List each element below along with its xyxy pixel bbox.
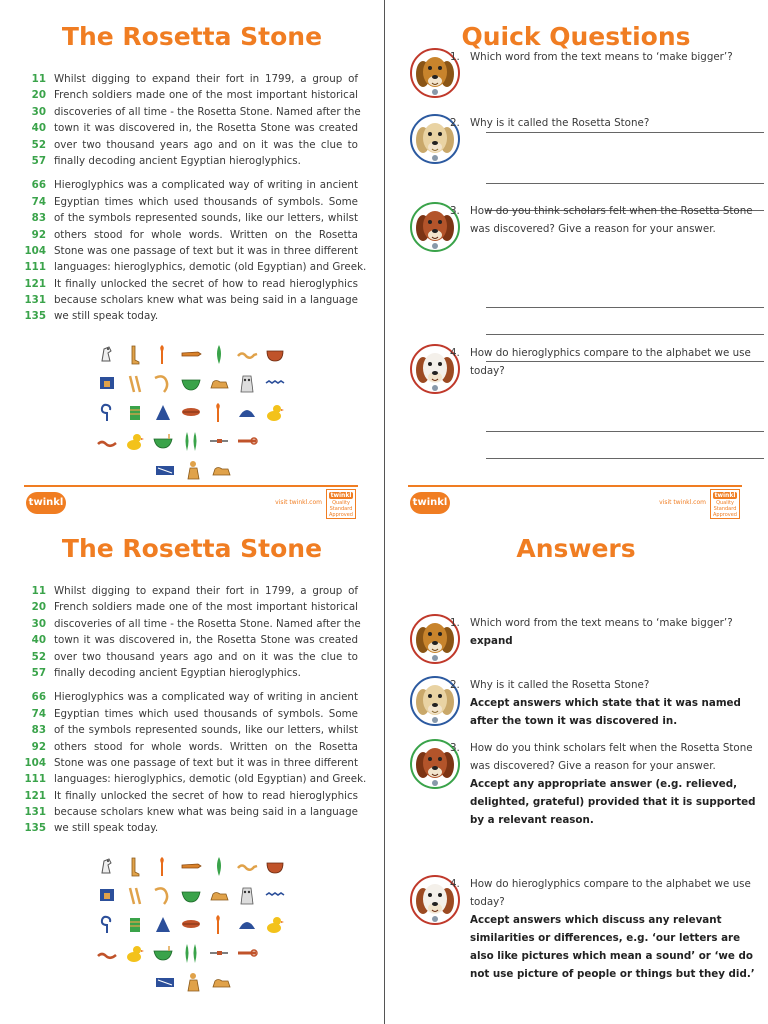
line-number: 111	[24, 261, 46, 274]
passage-line	[24, 308, 358, 324]
hieroglyph-row	[96, 343, 296, 372]
line-text: Whilst digging to expand their fort in 1799, a group of	[54, 73, 358, 85]
owl-icon	[236, 372, 258, 394]
line-number: 131	[24, 806, 46, 819]
footer-rule	[408, 485, 742, 487]
line-text: discoveries of all time - the Rosetta Stone. Named after the	[54, 617, 361, 630]
line-number: 135	[24, 822, 46, 835]
lion-icon	[210, 459, 232, 481]
line-text: Egyptian times which used thousands of symbols. Some	[54, 195, 358, 208]
hieroglyph-row	[96, 913, 296, 942]
answer-question-text	[450, 676, 760, 730]
hieroglyph-grid	[96, 855, 296, 1000]
passage-line	[24, 153, 358, 169]
badge-title: twinkl	[330, 492, 352, 499]
hill-icon	[152, 401, 174, 423]
line-text: Stone was one passage of text but it was in three different	[54, 244, 358, 257]
reed-leg-icon	[124, 343, 146, 365]
double-reed-icon	[124, 372, 146, 394]
line-number: 52	[31, 138, 46, 151]
question-label: How do you think scholars felt when the Rosetta Stone was discovered? Give a reason for your answer.	[470, 205, 753, 235]
reed-icon	[152, 855, 174, 877]
hieroglyph-row	[96, 942, 296, 971]
forearm-icon	[180, 343, 202, 365]
passage-line	[24, 689, 358, 705]
line-number: 92	[31, 228, 46, 241]
question-text	[450, 48, 760, 66]
answer-line[interactable]	[486, 334, 764, 335]
passage-line	[24, 276, 358, 292]
reed-icon	[208, 401, 230, 423]
question-text	[450, 202, 760, 238]
passage-line	[24, 755, 358, 771]
bowl-icon	[180, 884, 202, 906]
seated-man-icon	[182, 459, 204, 481]
line-text: we still speak today.	[54, 310, 159, 323]
line-text: of the symbols represented sounds, like our letters, whilst	[54, 212, 358, 225]
answer-question-text	[450, 739, 760, 829]
mouth-icon	[180, 401, 202, 423]
horned-viper-icon	[96, 942, 118, 964]
chick-icon	[124, 430, 146, 452]
passage-line	[24, 177, 358, 193]
hieroglyph-row	[96, 855, 296, 884]
rope-knot-icon	[236, 430, 258, 452]
line-text: finally decoding ancient Egyptian hieroglyphics.	[54, 666, 301, 679]
water-icon	[264, 884, 286, 906]
forearm-icon	[180, 855, 202, 877]
line-text: over two thousand years ago and on it was the clue to	[54, 138, 358, 151]
cobra-icon	[236, 855, 258, 877]
line-text: finally decoding ancient Egyptian hieroglyphics.	[54, 154, 301, 167]
owl-icon	[236, 884, 258, 906]
line-number: 135	[24, 310, 46, 323]
line-text: because scholars knew what was being said in a language	[54, 806, 358, 819]
question-text	[450, 114, 760, 132]
lion-icon	[210, 971, 232, 993]
question-label: How do hieroglyphics compare to the alphabet we use today?	[470, 347, 751, 377]
bread-icon	[236, 401, 258, 423]
double-reed-icon	[124, 884, 146, 906]
line-text: town it was discovered in, the Rosetta Stone was created	[54, 634, 358, 647]
passage-line	[24, 227, 358, 243]
seated-man-icon	[182, 971, 204, 993]
question-text	[450, 344, 760, 380]
line-text: Whilst digging to expand their fort in 1799, a group of	[54, 585, 358, 597]
answer-question-text	[450, 875, 760, 983]
cord-icon	[96, 401, 118, 423]
passage-line	[24, 259, 367, 275]
footer-rule	[24, 485, 358, 487]
double-plant-icon	[180, 942, 202, 964]
line-number: 57	[31, 154, 46, 167]
horned-viper-icon	[96, 430, 118, 452]
passage-line	[24, 739, 358, 755]
basket-handle-icon	[152, 942, 174, 964]
line-text: languages: hieroglyphics, demotic (old Egyptian) and Greek.	[54, 261, 367, 274]
line-text: over two thousand years ago and on it was the clue to	[54, 650, 358, 663]
passage-line	[24, 616, 361, 632]
basket-icon	[264, 855, 286, 877]
passage-line	[24, 104, 361, 120]
reed-icon	[152, 343, 174, 365]
chick-icon	[264, 401, 286, 423]
question-number: 4.	[450, 347, 460, 359]
passage-line	[24, 137, 358, 153]
questions-title: Quick Questions	[461, 22, 691, 51]
plant-icon	[208, 343, 230, 365]
vulture-icon	[96, 855, 118, 877]
line-text: It finally unlocked the secret of how to read hieroglyphics	[54, 277, 358, 290]
question-label: How do you think scholars felt when the Rosetta Stone was discovered? Give a reason for your answer.	[470, 742, 753, 772]
line-text: town it was discovered in, the Rosetta Stone was created	[54, 122, 358, 135]
answer-question-text	[450, 614, 760, 650]
line-number: 20	[31, 89, 46, 102]
passage-line	[24, 649, 358, 665]
lion-icon	[208, 884, 230, 906]
badge-text: Quality Standard Approved	[713, 500, 737, 518]
visit-link[interactable]: visit twinkl.com	[659, 499, 706, 506]
passage-title: The Rosetta Stone	[61, 534, 323, 563]
line-number: 11	[31, 585, 46, 597]
line-text: because scholars knew what was being said in a language	[54, 294, 358, 307]
lion-icon	[208, 372, 230, 394]
hieroglyph-row	[96, 884, 296, 913]
questions-panel	[384, 0, 768, 518]
rope-knot-icon	[236, 942, 258, 964]
cobra-icon	[236, 343, 258, 365]
passage-line	[24, 194, 358, 210]
square-icon	[96, 884, 118, 906]
question-label: How do hieroglyphics compare to the alphabet we use today?	[470, 878, 751, 908]
cord-icon	[96, 913, 118, 935]
question-label: Which word from the text means to ‘make bigger’?	[470, 617, 733, 629]
answer-line[interactable]	[486, 132, 764, 133]
box-icon	[154, 459, 176, 481]
bolt-icon	[208, 430, 230, 452]
rope-icon	[152, 372, 174, 394]
line-number: 40	[31, 634, 46, 647]
passage-line	[24, 788, 358, 804]
passage-title: The Rosetta Stone	[61, 22, 323, 51]
passage-line	[24, 599, 358, 615]
passage-text	[24, 583, 367, 845]
answers-title: Answers	[516, 534, 636, 563]
box-icon	[154, 971, 176, 993]
answer-text: expand	[470, 635, 513, 647]
answer-line[interactable]	[486, 458, 764, 459]
line-number: 121	[24, 789, 46, 802]
badge-text: Quality Standard Approved	[329, 500, 353, 518]
passage-panel-bottom	[0, 512, 384, 1024]
mouth-icon	[180, 913, 202, 935]
line-number: 20	[31, 601, 46, 614]
passage-line	[24, 632, 358, 648]
line-text: Stone was one passage of text but it was in three different	[54, 756, 358, 769]
question-number: 2.	[450, 679, 460, 691]
hieroglyph-row	[96, 372, 296, 401]
passage-paragraph	[24, 583, 361, 681]
line-text: Egyptian times which used thousands of symbols. Some	[54, 707, 358, 720]
answer-text: Accept answers which discuss any relevant similarities or differences, e.g. ‘our letters are also like pictures which mean a sound’ or ‘we do not use picture of people or things but they did.’	[470, 914, 755, 980]
line-text: we still speak today.	[54, 822, 159, 835]
double-plant-icon	[180, 430, 202, 452]
answer-line[interactable]	[486, 183, 764, 184]
line-number: 74	[31, 195, 46, 208]
question-number: 3.	[450, 742, 460, 754]
hieroglyph-grid	[96, 343, 296, 488]
hill-icon	[152, 913, 174, 935]
passage-line	[24, 665, 358, 681]
line-number: 104	[24, 244, 46, 257]
answer-text: Accept answers which state that it was named after the town it was discovered in.	[470, 697, 741, 727]
passage-line	[24, 820, 358, 836]
passage-line	[24, 243, 358, 259]
passage-line	[24, 71, 358, 87]
line-number: 121	[24, 277, 46, 290]
bolt-icon	[208, 942, 230, 964]
passage-line	[24, 804, 358, 820]
water-icon	[264, 372, 286, 394]
question-label: Why is it called the Rosetta Stone?	[470, 117, 650, 129]
question-label: Why is it called the Rosetta Stone?	[470, 679, 650, 691]
hieroglyph-row	[96, 971, 296, 1000]
line-text: French soldiers made one of the most important historical	[54, 89, 358, 102]
badge-title: twinkl	[714, 492, 736, 499]
passage-line	[24, 722, 358, 738]
passage-text	[24, 71, 367, 333]
line-number: 83	[31, 212, 46, 225]
reed-leg-icon	[124, 855, 146, 877]
line-text: of the symbols represented sounds, like our letters, whilst	[54, 724, 358, 737]
question-number: 1.	[450, 51, 460, 63]
passage-paragraph	[24, 689, 367, 837]
question-number: 1.	[450, 617, 460, 629]
line-text: languages: hieroglyphics, demotic (old Egyptian) and Greek.	[54, 773, 367, 786]
line-text: It finally unlocked the secret of how to read hieroglyphics	[54, 789, 358, 802]
passage-line	[24, 706, 358, 722]
hieroglyph-row	[96, 401, 296, 430]
passage-line	[24, 87, 358, 103]
passage-line	[24, 583, 358, 599]
line-number: 40	[31, 122, 46, 135]
line-number: 111	[24, 773, 46, 786]
passage-line	[24, 120, 358, 136]
line-text: discoveries of all time - the Rosetta Stone. Named after the	[54, 105, 361, 118]
hieroglyph-row	[96, 430, 296, 459]
question-number: 4.	[450, 878, 460, 890]
twinkl-logo[interactable]: twinkl	[410, 492, 450, 514]
line-number: 30	[31, 617, 46, 630]
chick-icon	[264, 913, 286, 935]
line-number: 92	[31, 740, 46, 753]
vulture-icon	[96, 343, 118, 365]
answer-line[interactable]	[486, 307, 764, 308]
question-number: 2.	[450, 117, 460, 129]
line-number: 104	[24, 756, 46, 769]
line-number: 83	[31, 724, 46, 737]
line-number: 66	[31, 179, 46, 192]
line-number: 74	[31, 707, 46, 720]
answer-line[interactable]	[486, 431, 764, 432]
plant-icon	[208, 855, 230, 877]
passage-line	[24, 771, 367, 787]
question-number: 3.	[450, 205, 460, 217]
line-number: 131	[24, 294, 46, 307]
line-text: Hieroglyphics was a complicated way of writing in ancient	[54, 691, 358, 704]
line-number: 52	[31, 650, 46, 663]
passage-line	[24, 210, 358, 226]
chick-icon	[124, 942, 146, 964]
passage-line	[24, 292, 358, 308]
answers-panel	[384, 512, 768, 1024]
line-number: 11	[31, 73, 46, 85]
stool-icon	[124, 401, 146, 423]
visit-link[interactable]: visit twinkl.com	[275, 499, 322, 506]
stool-icon	[124, 913, 146, 935]
bread-icon	[236, 913, 258, 935]
line-number: 30	[31, 105, 46, 118]
hieroglyph-row	[96, 459, 296, 488]
passage-panel-top	[0, 0, 384, 518]
square-icon	[96, 372, 118, 394]
question-label: Which word from the text means to ‘make bigger’?	[470, 51, 733, 63]
passage-paragraph	[24, 71, 361, 169]
bowl-icon	[180, 372, 202, 394]
line-text: Hieroglyphics was a complicated way of writing in ancient	[54, 179, 358, 192]
line-text: others stood for whole words. Written on the Rosetta	[54, 740, 358, 753]
reed-icon	[208, 913, 230, 935]
line-text: French soldiers made one of the most important historical	[54, 601, 358, 614]
passage-paragraph	[24, 177, 367, 325]
line-number: 57	[31, 666, 46, 679]
twinkl-logo[interactable]: twinkl	[26, 492, 66, 514]
basket-icon	[264, 343, 286, 365]
rope-icon	[152, 884, 174, 906]
line-number: 66	[31, 691, 46, 704]
basket-handle-icon	[152, 430, 174, 452]
answer-text: Accept any appropriate answer (e.g. relieved, delighted, grateful) provided that it is supported by a relevant reason.	[470, 778, 756, 826]
line-text: others stood for whole words. Written on the Rosetta	[54, 228, 358, 241]
